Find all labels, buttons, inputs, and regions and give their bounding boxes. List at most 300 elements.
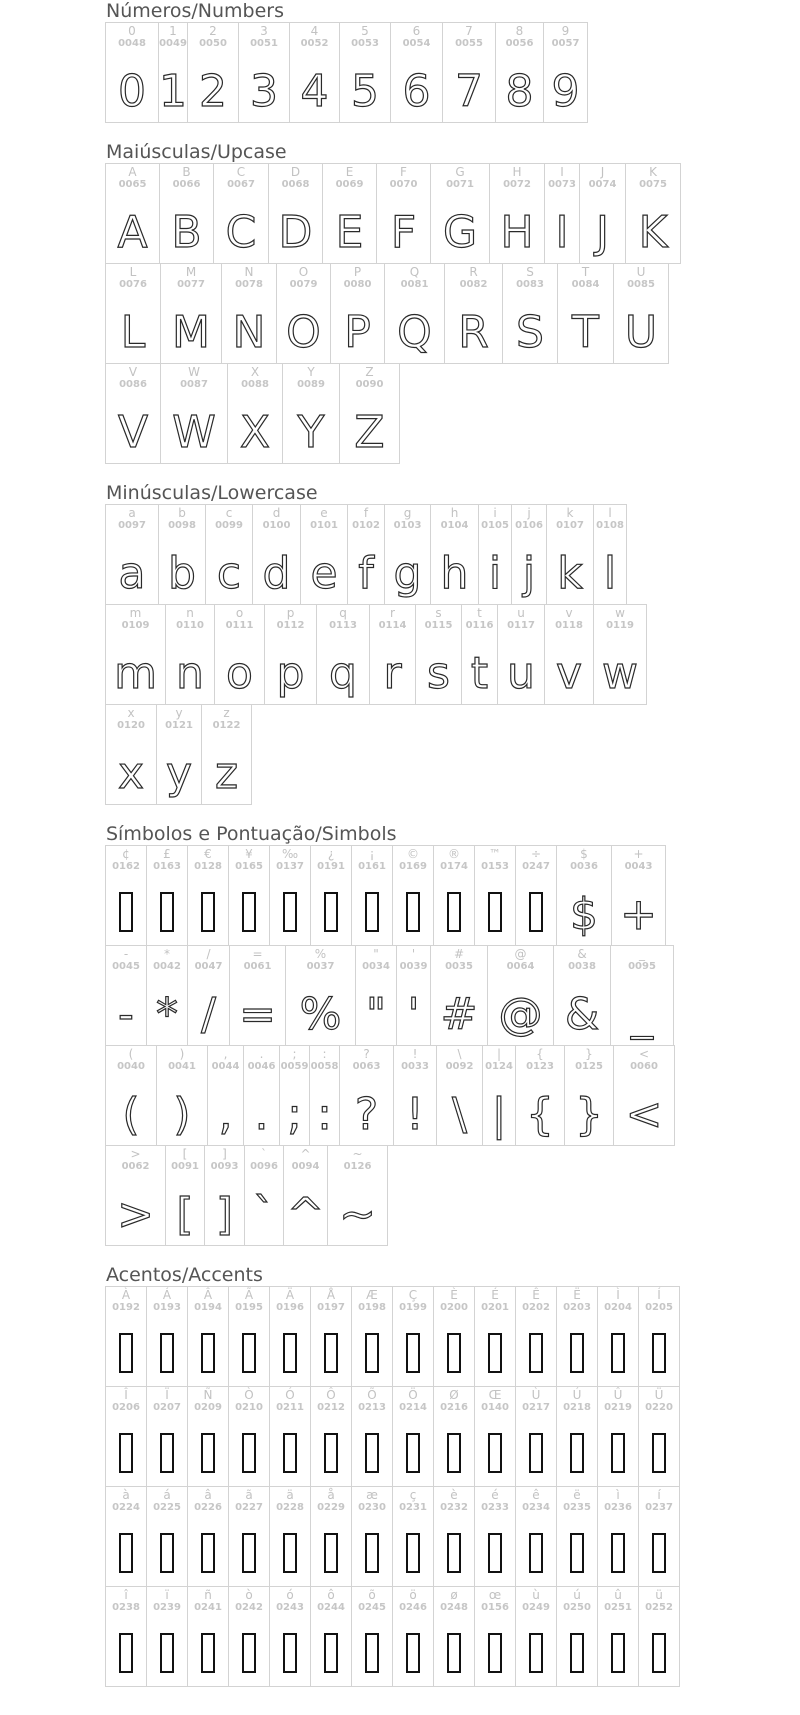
glyph-character-label: 4 bbox=[310, 24, 319, 38]
glyph-cell bbox=[252, 504, 301, 605]
glyph-cell bbox=[553, 945, 611, 1046]
glyph-code-label: 0043 bbox=[624, 861, 653, 872]
glyph-character-label: è bbox=[450, 1488, 458, 1502]
glyph-cell bbox=[487, 945, 554, 1046]
glyph-character-label: Å bbox=[326, 1288, 336, 1302]
glyph-code-label: 0241 bbox=[194, 1602, 222, 1613]
glyph-code-label: 0161 bbox=[358, 861, 386, 872]
glyph-cell bbox=[392, 1286, 434, 1387]
glyph-character-label: Á bbox=[162, 1288, 172, 1302]
glyph-preview: i bbox=[488, 548, 502, 599]
character-map-sheet bbox=[105, 0, 795, 1705]
glyph-cell bbox=[310, 1486, 352, 1587]
glyph-character-label: j bbox=[527, 506, 531, 520]
glyph-cell bbox=[433, 1486, 475, 1587]
glyph-cell bbox=[546, 504, 594, 605]
glyph-row bbox=[105, 1045, 795, 1146]
glyph-character-label: € bbox=[204, 847, 212, 861]
glyph-character-label: i bbox=[493, 506, 497, 520]
glyph-preview: # bbox=[440, 989, 478, 1040]
glyph-preview: V bbox=[117, 407, 149, 458]
glyph-character-label: é bbox=[491, 1488, 499, 1502]
glyph-cell bbox=[187, 1286, 229, 1387]
glyph-character-label: ^ bbox=[300, 1147, 311, 1161]
glyph-cell bbox=[105, 363, 161, 464]
glyph-character-label: ; bbox=[292, 1047, 297, 1061]
glyph-cell bbox=[610, 945, 674, 1046]
glyph-cell bbox=[214, 604, 265, 705]
glyph-code-label: 0210 bbox=[235, 1402, 263, 1413]
glyph-cell bbox=[396, 945, 431, 1046]
glyph-preview: 3 bbox=[250, 66, 278, 117]
glyph-cell bbox=[228, 845, 270, 946]
glyph-code-label: 0137 bbox=[276, 861, 304, 872]
glyph-character-label: m bbox=[129, 606, 142, 620]
glyph-character-label: Ã bbox=[244, 1288, 254, 1302]
glyph-code-label: 0080 bbox=[343, 279, 372, 290]
missing-glyph-box bbox=[106, 1331, 146, 1381]
glyph-code-label: 0234 bbox=[522, 1502, 550, 1513]
glyph-character-label: a bbox=[128, 506, 136, 520]
glyph-character-label: Ú bbox=[572, 1388, 582, 1402]
glyph-character-label: ë bbox=[573, 1488, 581, 1502]
glyph-character-label: ü bbox=[655, 1588, 663, 1602]
glyph-code-label: 0228 bbox=[276, 1502, 304, 1513]
glyph-code-label: 0083 bbox=[516, 279, 544, 290]
missing-glyph-box bbox=[393, 890, 433, 940]
missing-glyph-box bbox=[352, 1531, 392, 1581]
glyph-code-label: 0109 bbox=[121, 620, 150, 631]
glyph-cell bbox=[384, 504, 431, 605]
glyph-character-label: î bbox=[124, 1588, 128, 1602]
glyph-code-label: 0116 bbox=[465, 620, 494, 631]
glyph-cell bbox=[556, 1586, 598, 1687]
glyph-cell bbox=[638, 1286, 680, 1387]
glyph-cell bbox=[497, 604, 545, 705]
glyph-code-label: 0099 bbox=[215, 520, 243, 531]
glyph-character-label: 3 bbox=[260, 24, 268, 38]
glyph-character-label: ] bbox=[222, 1147, 227, 1161]
glyph-character-label: ç bbox=[409, 1488, 417, 1502]
glyph-character-label: \ bbox=[457, 1047, 462, 1061]
glyph-cell bbox=[351, 845, 393, 946]
glyph-character-label: R bbox=[469, 265, 478, 279]
glyph-code-label: 0123 bbox=[526, 1061, 554, 1072]
glyph-cell bbox=[392, 1586, 434, 1687]
glyph-character-label: < bbox=[638, 1047, 650, 1061]
glyph-preview: v bbox=[555, 648, 583, 699]
glyph-cell bbox=[593, 604, 647, 705]
glyph-code-label: 0211 bbox=[276, 1402, 304, 1413]
glyph-character-label: & bbox=[577, 947, 587, 961]
glyph-code-label: 0054 bbox=[402, 38, 431, 49]
glyph-character-label: . bbox=[259, 1047, 264, 1061]
glyph-cell bbox=[433, 1586, 475, 1687]
glyph-preview: . bbox=[254, 1089, 269, 1140]
glyph-character-label: J bbox=[600, 165, 605, 179]
glyph-cell bbox=[369, 604, 416, 705]
glyph-character-label: P bbox=[353, 265, 362, 279]
missing-glyph-box bbox=[270, 1331, 310, 1381]
glyph-character-label: [ bbox=[182, 1147, 188, 1161]
missing-glyph-box bbox=[516, 890, 556, 940]
glyph-code-label: 0140 bbox=[481, 1402, 509, 1413]
glyph-code-label: 0077 bbox=[177, 279, 205, 290]
glyph-cell bbox=[556, 845, 612, 946]
glyph-cell bbox=[351, 1486, 393, 1587]
glyph-character-label: F bbox=[400, 165, 407, 179]
glyph-code-label: 0103 bbox=[393, 520, 422, 531]
glyph-character-label: £ bbox=[163, 847, 171, 861]
glyph-cell bbox=[474, 1486, 516, 1587]
missing-glyph-box bbox=[229, 1531, 269, 1581]
glyph-cell bbox=[282, 363, 340, 464]
glyph-character-label: Ù bbox=[531, 1388, 541, 1402]
glyph-character-label: p bbox=[286, 606, 295, 620]
glyph-preview: ^ bbox=[287, 1189, 324, 1240]
glyph-cell bbox=[276, 263, 331, 364]
missing-glyph-box bbox=[106, 1631, 146, 1681]
glyph-preview: g bbox=[393, 548, 422, 599]
glyph-character-label: á bbox=[163, 1488, 171, 1502]
glyph-cell bbox=[158, 504, 206, 605]
glyph-cell bbox=[433, 1386, 475, 1487]
glyph-cell bbox=[430, 504, 479, 605]
glyph-cell bbox=[187, 1586, 229, 1687]
glyph-character-label: t bbox=[477, 606, 482, 620]
glyph-code-label: 0214 bbox=[399, 1402, 427, 1413]
glyph-cell bbox=[543, 22, 588, 123]
glyph-code-label: 0232 bbox=[440, 1502, 468, 1513]
glyph-preview: 7 bbox=[455, 66, 483, 117]
missing-glyph-box bbox=[557, 1531, 597, 1581]
glyph-cell bbox=[269, 845, 311, 946]
glyph-code-label: 0125 bbox=[575, 1061, 603, 1072]
glyph-code-label: 0069 bbox=[335, 179, 364, 190]
glyph-row bbox=[105, 1586, 795, 1687]
glyph-code-label: 0195 bbox=[235, 1302, 263, 1313]
glyph-cell bbox=[316, 604, 370, 705]
glyph-preview: \ bbox=[452, 1089, 467, 1140]
glyph-code-label: 0236 bbox=[604, 1502, 632, 1513]
glyph-cell bbox=[376, 163, 431, 264]
missing-glyph-box bbox=[270, 1531, 310, 1581]
glyph-preview: > bbox=[117, 1189, 154, 1240]
glyph-preview: + bbox=[620, 889, 657, 940]
missing-glyph-box bbox=[311, 1531, 351, 1581]
glyph-preview: K bbox=[638, 207, 668, 258]
glyph-cell bbox=[638, 1386, 680, 1487]
glyph-preview: ( bbox=[122, 1089, 140, 1140]
glyph-character-label: ( bbox=[128, 1047, 134, 1061]
glyph-cell bbox=[187, 845, 229, 946]
missing-glyph-box bbox=[311, 890, 351, 940]
glyph-preview: 5 bbox=[351, 66, 379, 117]
glyph-character-label: Æ bbox=[366, 1288, 378, 1302]
missing-glyph-box bbox=[393, 1631, 433, 1681]
glyph-character-label: ) bbox=[179, 1047, 185, 1061]
glyph-code-label: 0209 bbox=[194, 1402, 222, 1413]
glyph-character-label: C bbox=[236, 165, 246, 179]
glyph-code-label: 0197 bbox=[317, 1302, 345, 1313]
glyph-cell bbox=[105, 504, 159, 605]
glyph-character-label: 0 bbox=[128, 24, 136, 38]
missing-glyph-box bbox=[229, 1431, 269, 1481]
glyph-code-label: 0081 bbox=[400, 279, 429, 290]
glyph-cell bbox=[310, 1386, 352, 1487]
glyph-character-label: Ç bbox=[408, 1288, 418, 1302]
glyph-code-label: 0162 bbox=[112, 861, 140, 872]
glyph-cell bbox=[289, 22, 340, 123]
glyph-code-label: 0097 bbox=[118, 520, 146, 531]
glyph-character-label: 8 bbox=[515, 24, 524, 38]
missing-glyph-box bbox=[188, 1631, 228, 1681]
glyph-preview: 8 bbox=[505, 66, 534, 117]
glyph-cell bbox=[556, 1386, 598, 1487]
glyph-character-label: Ô bbox=[326, 1388, 336, 1402]
glyph-code-label: 0040 bbox=[117, 1061, 145, 1072]
glyph-code-label: 0064 bbox=[506, 961, 535, 972]
glyph-code-label: 0100 bbox=[262, 520, 291, 531]
glyph-character-label: T bbox=[581, 265, 590, 279]
glyph-character-label: ¥ bbox=[245, 847, 253, 861]
missing-glyph-box bbox=[188, 1431, 228, 1481]
glyph-code-label: 0042 bbox=[153, 961, 181, 972]
glyph-character-label: Y bbox=[307, 365, 315, 379]
glyph-code-label: 0193 bbox=[153, 1302, 181, 1313]
glyph-cell bbox=[597, 1286, 639, 1387]
glyph-cell bbox=[444, 263, 503, 364]
glyph-code-label: 0052 bbox=[300, 38, 329, 49]
glyph-code-label: 0086 bbox=[119, 379, 147, 390]
glyph-cell bbox=[613, 1045, 675, 1146]
glyph-character-label: Õ bbox=[367, 1388, 377, 1402]
glyph-code-label: 0074 bbox=[588, 179, 617, 190]
section-title: Símbolos e Pontuação/Simbols bbox=[106, 823, 397, 845]
glyph-character-label: / bbox=[206, 947, 211, 961]
glyph-cell bbox=[243, 1045, 280, 1146]
glyph-code-label: 0156 bbox=[481, 1602, 509, 1613]
glyph-code-label: 0219 bbox=[604, 1402, 632, 1413]
missing-glyph-box bbox=[147, 1331, 187, 1381]
glyph-character-label: N bbox=[244, 265, 254, 279]
glyph-code-label: 0242 bbox=[235, 1602, 263, 1613]
glyph-cell bbox=[213, 163, 269, 264]
glyph-character-label: Ï bbox=[165, 1388, 169, 1402]
glyph-cell bbox=[269, 1586, 311, 1687]
missing-glyph-box bbox=[434, 1531, 474, 1581]
glyph-code-label: 0048 bbox=[118, 38, 146, 49]
missing-glyph-box bbox=[639, 1431, 679, 1481]
glyph-code-label: 0101 bbox=[310, 520, 338, 531]
glyph-cell bbox=[474, 1286, 516, 1387]
glyph-preview: / bbox=[201, 989, 216, 1040]
glyph-code-label: 0076 bbox=[119, 279, 147, 290]
missing-glyph-box bbox=[475, 1331, 515, 1381]
glyph-character-label: U bbox=[636, 265, 646, 279]
glyph-character-label: æ bbox=[366, 1488, 378, 1502]
glyph-code-label: 0065 bbox=[118, 179, 147, 190]
glyph-cell bbox=[279, 1045, 310, 1146]
glyph-preview: s bbox=[427, 648, 450, 699]
glyph-code-label: 0239 bbox=[153, 1602, 181, 1613]
glyph-row bbox=[105, 504, 795, 605]
glyph-cell bbox=[187, 945, 230, 1046]
glyph-character-label: û bbox=[614, 1588, 622, 1602]
glyph-code-label: 0213 bbox=[358, 1402, 386, 1413]
glyph-character-label: È bbox=[450, 1288, 458, 1302]
glyph-character-label: Ó bbox=[285, 1388, 295, 1402]
glyph-code-label: 0061 bbox=[243, 961, 272, 972]
glyph-cell bbox=[474, 1386, 516, 1487]
glyph-code-label: 0082 bbox=[459, 279, 488, 290]
glyph-cell bbox=[146, 1286, 188, 1387]
glyph-cell bbox=[244, 1145, 284, 1246]
glyph-preview: a bbox=[118, 548, 146, 599]
glyph-row bbox=[105, 1386, 795, 1487]
glyph-cell bbox=[515, 1586, 557, 1687]
glyph-character-label: d bbox=[272, 506, 281, 520]
glyph-character-label: ï bbox=[165, 1588, 169, 1602]
missing-glyph-box bbox=[639, 1531, 679, 1581]
glyph-code-label: 0039 bbox=[399, 961, 428, 972]
missing-glyph-box bbox=[393, 1431, 433, 1481]
glyph-cell bbox=[442, 22, 496, 123]
glyph-character-label: z bbox=[223, 706, 230, 720]
glyph-cell bbox=[105, 945, 147, 1046]
glyph-code-label: 0249 bbox=[522, 1602, 550, 1613]
glyph-code-label: 0235 bbox=[563, 1502, 591, 1513]
glyph-cell bbox=[544, 604, 594, 705]
glyph-preview: t bbox=[470, 648, 489, 699]
glyph-code-label: 0118 bbox=[555, 620, 583, 631]
glyph-code-label: 0174 bbox=[440, 861, 468, 872]
glyph-character-label: q bbox=[339, 606, 347, 620]
glyph-code-label: 0055 bbox=[455, 38, 483, 49]
missing-glyph-box bbox=[188, 1331, 228, 1381]
glyph-code-label: 0091 bbox=[171, 1161, 199, 1172]
glyph-preview: $ bbox=[570, 889, 598, 940]
missing-glyph-box bbox=[393, 1331, 433, 1381]
section-title: Minúsculas/Lowercase bbox=[106, 482, 318, 504]
missing-glyph-box bbox=[106, 890, 146, 940]
glyph-code-label: 0066 bbox=[172, 179, 201, 190]
glyph-code-label: 0037 bbox=[306, 961, 335, 972]
missing-glyph-box bbox=[311, 1431, 351, 1481]
missing-glyph-box bbox=[516, 1331, 556, 1381]
glyph-code-label: 0050 bbox=[199, 38, 227, 49]
missing-glyph-box bbox=[475, 1531, 515, 1581]
glyph-section bbox=[105, 482, 795, 805]
glyph-character-label: Ä bbox=[285, 1288, 295, 1302]
glyph-code-label: 0192 bbox=[112, 1302, 140, 1313]
missing-glyph-box bbox=[557, 1431, 597, 1481]
glyph-preview: M bbox=[172, 307, 210, 358]
glyph-character-label: ? bbox=[363, 1047, 370, 1061]
glyph-character-label: c bbox=[225, 506, 233, 520]
glyph-code-label: 0252 bbox=[645, 1602, 673, 1613]
glyph-character-label: : bbox=[322, 1047, 327, 1061]
glyph-character-label: Â bbox=[203, 1288, 213, 1302]
glyph-preview: q bbox=[329, 648, 357, 699]
glyph-code-label: 0231 bbox=[399, 1502, 427, 1513]
glyph-section bbox=[105, 0, 795, 123]
glyph-cell bbox=[495, 22, 544, 123]
glyph-code-label: 0122 bbox=[212, 720, 241, 731]
glyph-cell bbox=[156, 704, 202, 805]
glyph-code-label: 0070 bbox=[389, 179, 418, 190]
glyph-cell bbox=[105, 704, 157, 805]
glyph-code-label: 0220 bbox=[645, 1402, 673, 1413]
glyph-character-label: ' bbox=[411, 947, 416, 961]
glyph-code-label: 0110 bbox=[176, 620, 204, 631]
glyph-character-label: E bbox=[345, 165, 354, 179]
glyph-code-label: 0044 bbox=[211, 1061, 240, 1072]
glyph-preview: R bbox=[458, 307, 489, 358]
missing-glyph-box bbox=[311, 1331, 351, 1381]
glyph-cell bbox=[310, 1286, 352, 1387]
glyph-row bbox=[105, 704, 795, 805]
glyph-preview: N bbox=[232, 307, 266, 358]
glyph-preview: 1 bbox=[159, 66, 187, 117]
glyph-cell bbox=[300, 504, 348, 605]
glyph-preview: y bbox=[165, 748, 193, 799]
glyph-code-label: 0153 bbox=[481, 861, 509, 872]
glyph-cell bbox=[511, 504, 547, 605]
glyph-cell bbox=[105, 163, 160, 264]
glyph-cell bbox=[556, 1286, 598, 1387]
glyph-character-label: Ò bbox=[244, 1388, 254, 1402]
glyph-preview: H bbox=[500, 207, 534, 258]
glyph-character-label: ô bbox=[327, 1588, 335, 1602]
missing-glyph-box bbox=[352, 890, 392, 940]
glyph-code-label: 0112 bbox=[276, 620, 305, 631]
glyph-cell bbox=[156, 1045, 208, 1146]
glyph-code-label: 0102 bbox=[352, 520, 380, 531]
missing-glyph-box bbox=[516, 1631, 556, 1681]
glyph-cell bbox=[579, 163, 626, 264]
glyph-character-label: L bbox=[129, 265, 137, 279]
glyph-preview: [ bbox=[176, 1189, 194, 1240]
glyph-cell bbox=[611, 845, 666, 946]
glyph-cell bbox=[310, 845, 352, 946]
glyph-preview: * bbox=[156, 989, 178, 1040]
glyph-cell bbox=[638, 1486, 680, 1587]
glyph-character-label: = bbox=[252, 947, 263, 961]
glyph-code-label: 0085 bbox=[627, 279, 655, 290]
glyph-cell bbox=[228, 1286, 270, 1387]
glyph-code-label: 0095 bbox=[628, 961, 656, 972]
glyph-character-label: ö bbox=[409, 1588, 417, 1602]
glyph-cell bbox=[430, 945, 488, 1046]
glyph-cell bbox=[433, 845, 475, 946]
glyph-code-label: 0202 bbox=[522, 1302, 550, 1313]
glyph-cell bbox=[339, 1045, 394, 1146]
glyph-row bbox=[105, 263, 795, 364]
missing-glyph-box bbox=[188, 1531, 228, 1581]
missing-glyph-box bbox=[147, 1431, 187, 1481]
glyph-cell bbox=[556, 1486, 598, 1587]
glyph-code-label: 0121 bbox=[165, 720, 193, 731]
glyph-character-label: Û bbox=[613, 1388, 623, 1402]
glyph-code-label: 0194 bbox=[194, 1302, 222, 1313]
missing-glyph-box bbox=[475, 1431, 515, 1481]
glyph-cell bbox=[283, 1145, 328, 1246]
glyph-character-label: % bbox=[314, 947, 327, 961]
glyph-preview: D bbox=[278, 207, 313, 258]
glyph-character-label: Î bbox=[124, 1388, 128, 1402]
glyph-cell bbox=[474, 845, 516, 946]
